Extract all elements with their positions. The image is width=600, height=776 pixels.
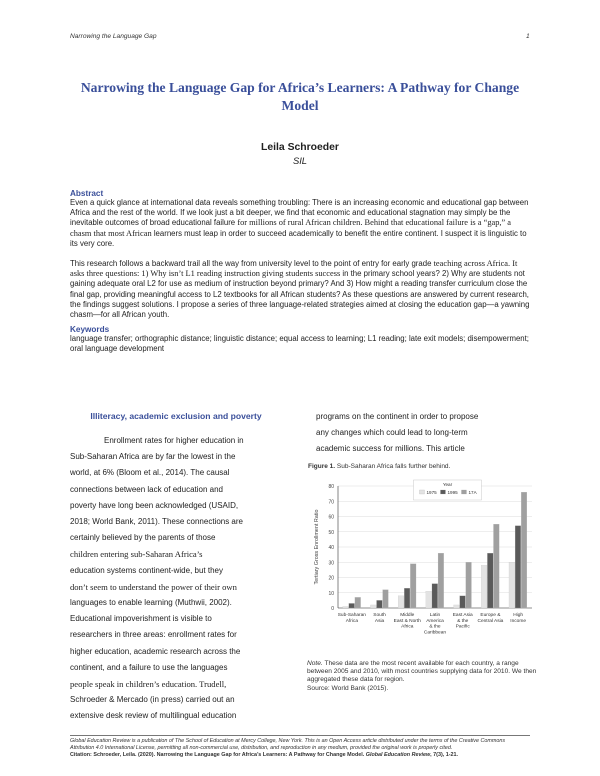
y-tick-label: 20 xyxy=(328,575,334,582)
y-tick-label: 80 xyxy=(328,484,334,490)
bar-17A-4 xyxy=(466,562,472,608)
x-tick-label: South xyxy=(373,613,386,618)
bar-17A-6 xyxy=(521,492,527,608)
figure-note-label: Note. xyxy=(307,660,323,667)
figure-caption xyxy=(308,463,548,470)
bar-1995-0 xyxy=(349,603,355,608)
x-tick-label: Pacific xyxy=(455,624,470,630)
citation-journal: Global Education Review xyxy=(365,752,431,759)
abstract-heading: Abstract xyxy=(70,189,104,198)
left-column-line: certainly believed by the parents of those xyxy=(70,533,216,543)
left-column-line: children entering sub-Saharan Africa’s xyxy=(70,549,203,560)
abstract-p1-part-c: learners must leap in order to succeed academically to benefit the entire continent. I suspect it is linguistic to its very core. xyxy=(70,228,527,248)
figure-caption-label: Figure 1. xyxy=(308,463,336,470)
figure-note xyxy=(307,660,543,693)
abstract-p2-part-a: This research follows a backward trail all the way from university level to the point of entry for early grade xyxy=(70,259,432,269)
author-name: Leila Schroeder xyxy=(261,142,339,153)
bar-17A-1 xyxy=(383,590,389,608)
y-tick-label: 10 xyxy=(328,590,334,597)
bar-1975-5 xyxy=(481,565,487,608)
legend-label-17A: 17A xyxy=(468,490,477,495)
bar-1975-2 xyxy=(398,596,404,608)
figure-caption-text: Sub-Saharan Africa falls further behind. xyxy=(335,463,451,470)
abstract-p1-part-a: Even a quick glance at international data reveals something troubling: There is an increasing economic and educational gap between Africa and the rest of the world. If we look just a bit deeper, we find that economic and educational stagnation may simply be the inevitable outcomes of broad educational failure xyxy=(70,198,529,228)
abstract-p2-part-c: in the primary school years? 2) Why are students not gaining adequate oral L2 for use as medium of instruction beyond primary? And 3) How might a reading transfer curriculum close the final gap, providing meaningful access to L2 textbooks for all African students? As these questions are answered by current research, the findings suggest solutions. I propose a series of three language-related strategies aimed at closing the education gap—a yawning chasm—for all African youth. xyxy=(70,269,530,320)
left-column-line: 2018; World Bank, 2011). These connections are xyxy=(70,517,243,527)
left-column-line: Schroeder & Mercado (in press) carried out an xyxy=(70,695,235,705)
left-column-line: connections between lack of education and xyxy=(70,484,223,494)
footer-license: Global Education Review is a publication of The School of Education at Mercy College, New York. This is an Open Access article distributed under the terms of the Creative Commons Attribution 4.0 International License, permitting all non-commercial use, distribution, and reproduction in any medium, provided the original work is properly cited. xyxy=(70,738,506,752)
left-column-line: people speak in children’s education. Trudell, xyxy=(70,679,227,690)
y-tick-label: 70 xyxy=(328,499,334,506)
keywords-text: language transfer; orthographic distance; linguistic distance; equal access to learning; L1 reading; late exit models; disempowerment; oral language development xyxy=(70,334,529,354)
y-tick-label: 0 xyxy=(331,606,334,612)
footer xyxy=(70,738,530,760)
bar-17A-0 xyxy=(355,597,361,608)
y-tick-label: 50 xyxy=(328,529,334,536)
bar-1975-1 xyxy=(370,605,376,608)
bar-1995-6 xyxy=(515,526,521,608)
x-tick-label: Europe & xyxy=(480,613,501,618)
keywords-heading: Keywords xyxy=(70,325,110,335)
y-axis-label: Tertiary Gross Enrollment Ratio xyxy=(314,509,320,585)
x-tick-label: & the xyxy=(429,624,441,630)
abstract-paragraph-1 xyxy=(70,198,530,249)
left-column-line: researchers in three areas: enrollment rates for xyxy=(70,630,237,640)
bar-chart xyxy=(304,474,538,656)
bar-1975-6 xyxy=(509,562,515,608)
x-tick-label: Caribbean xyxy=(423,630,447,636)
legend-swatch-17A xyxy=(461,490,466,494)
bar-17A-3 xyxy=(438,553,444,608)
legend-label-1995: 1995 xyxy=(447,490,458,495)
bar-1975-4 xyxy=(454,605,460,608)
legend-swatch-1975 xyxy=(419,490,424,494)
legend-swatch-1995 xyxy=(440,490,445,494)
footer-citation xyxy=(70,752,458,758)
right-column-line: programs on the continent in order to propose xyxy=(316,412,479,421)
abstract-p1-part-b: for millions of rural African children. Behind that educational failure is a “gap,” a chasm that most African xyxy=(70,218,512,238)
citation-prefix: Citation: Schroeder, Leila. (2020). Narrowing the Language Gap for Africa’s Learners: A Pathway for Change Model. xyxy=(70,752,366,759)
running-head: Narrowing the Language Gap xyxy=(70,33,157,40)
bar-1975-3 xyxy=(426,591,432,608)
y-tick-label: 60 xyxy=(328,514,334,521)
bar-1995-4 xyxy=(460,596,466,608)
left-column-line: languages to enable learning (Muthwii, 2002). xyxy=(70,598,232,608)
left-column-line: continent, and a failure to use the languages xyxy=(70,662,228,672)
bar-1995-1 xyxy=(377,600,383,608)
abstract-p2-part-b: teaching across Africa. It asks three questions: 1) Why isn’t L1 reading instruction giving students success xyxy=(70,259,518,279)
left-column-line: Sub-Saharan Africa are by far the lowest in the xyxy=(70,452,236,462)
x-tick-label: Central Asia xyxy=(477,618,504,624)
bar-17A-5 xyxy=(493,524,499,608)
bar-1995-3 xyxy=(432,584,438,608)
left-column-line: Enrollment rates for higher education in xyxy=(104,436,244,445)
left-column-line: education systems continent-wide, but they xyxy=(70,565,223,575)
right-column-line: any changes which could lead to long-term xyxy=(316,428,468,438)
figure-source: Source: World Bank (2015). xyxy=(307,684,389,692)
legend-label-1975: 1975 xyxy=(426,490,437,495)
left-column-line: world, at 6% (Bloom et al., 2014). The causal xyxy=(70,468,230,478)
citation-suffix: , 7(3), 1-21. xyxy=(430,752,459,759)
bar-1995-5 xyxy=(487,553,493,608)
left-column-line: poverty have long been acknowledged (USAID, xyxy=(70,500,239,510)
x-tick-label: America xyxy=(426,618,444,624)
bar-1975-0 xyxy=(343,606,349,608)
bar-chart-svg xyxy=(304,474,538,656)
x-tick-label: East & North xyxy=(393,618,421,624)
legend-title: Year xyxy=(442,482,453,487)
footer-rule xyxy=(70,735,530,736)
abstract-section xyxy=(70,189,530,355)
x-tick-label: Asia xyxy=(374,618,385,624)
left-column-line: don’t seem to understand the power of their own xyxy=(70,581,237,592)
x-tick-label: High xyxy=(513,613,524,618)
y-tick-label: 40 xyxy=(328,545,334,551)
abstract-paragraph-2 xyxy=(70,259,530,320)
left-column-text xyxy=(70,433,302,725)
page-number: 1 xyxy=(526,33,530,40)
figure-note-text: These data are the most recent available for each country, a range between 2005 and 2010, with most countries supplying data for 2010. We then aggregated these data for region. xyxy=(307,660,537,684)
x-tick-label: Latin xyxy=(429,613,441,618)
x-tick-label: & the xyxy=(457,618,469,624)
right-column-text xyxy=(316,409,542,458)
author-affiliation: SIL xyxy=(292,155,308,166)
x-tick-label: Income xyxy=(510,618,527,624)
x-tick-label: Sub-Saharan xyxy=(337,613,366,618)
x-tick-label: Africa xyxy=(401,624,414,630)
bar-1995-2 xyxy=(404,588,410,608)
left-column-line: Educational impoverishment is visible to xyxy=(70,614,212,624)
x-tick-label: East Asia xyxy=(452,613,473,618)
paper-title: Narrowing the Language Gap for Africa’s Learners: A Pathway for Change Model xyxy=(80,80,520,113)
x-tick-label: Africa xyxy=(345,618,358,624)
bar-17A-2 xyxy=(410,564,416,608)
left-column-line: extensive desk review of multilingual education xyxy=(70,711,237,721)
y-tick-label: 30 xyxy=(328,560,334,567)
x-tick-label: Middle xyxy=(400,613,415,618)
section-heading-illiteracy: Illiteracy, academic exclusion and poverty xyxy=(90,411,262,421)
right-column-line: academic success for millions. This article xyxy=(316,444,465,454)
left-column-line: higher education, academic research across the xyxy=(70,646,241,656)
